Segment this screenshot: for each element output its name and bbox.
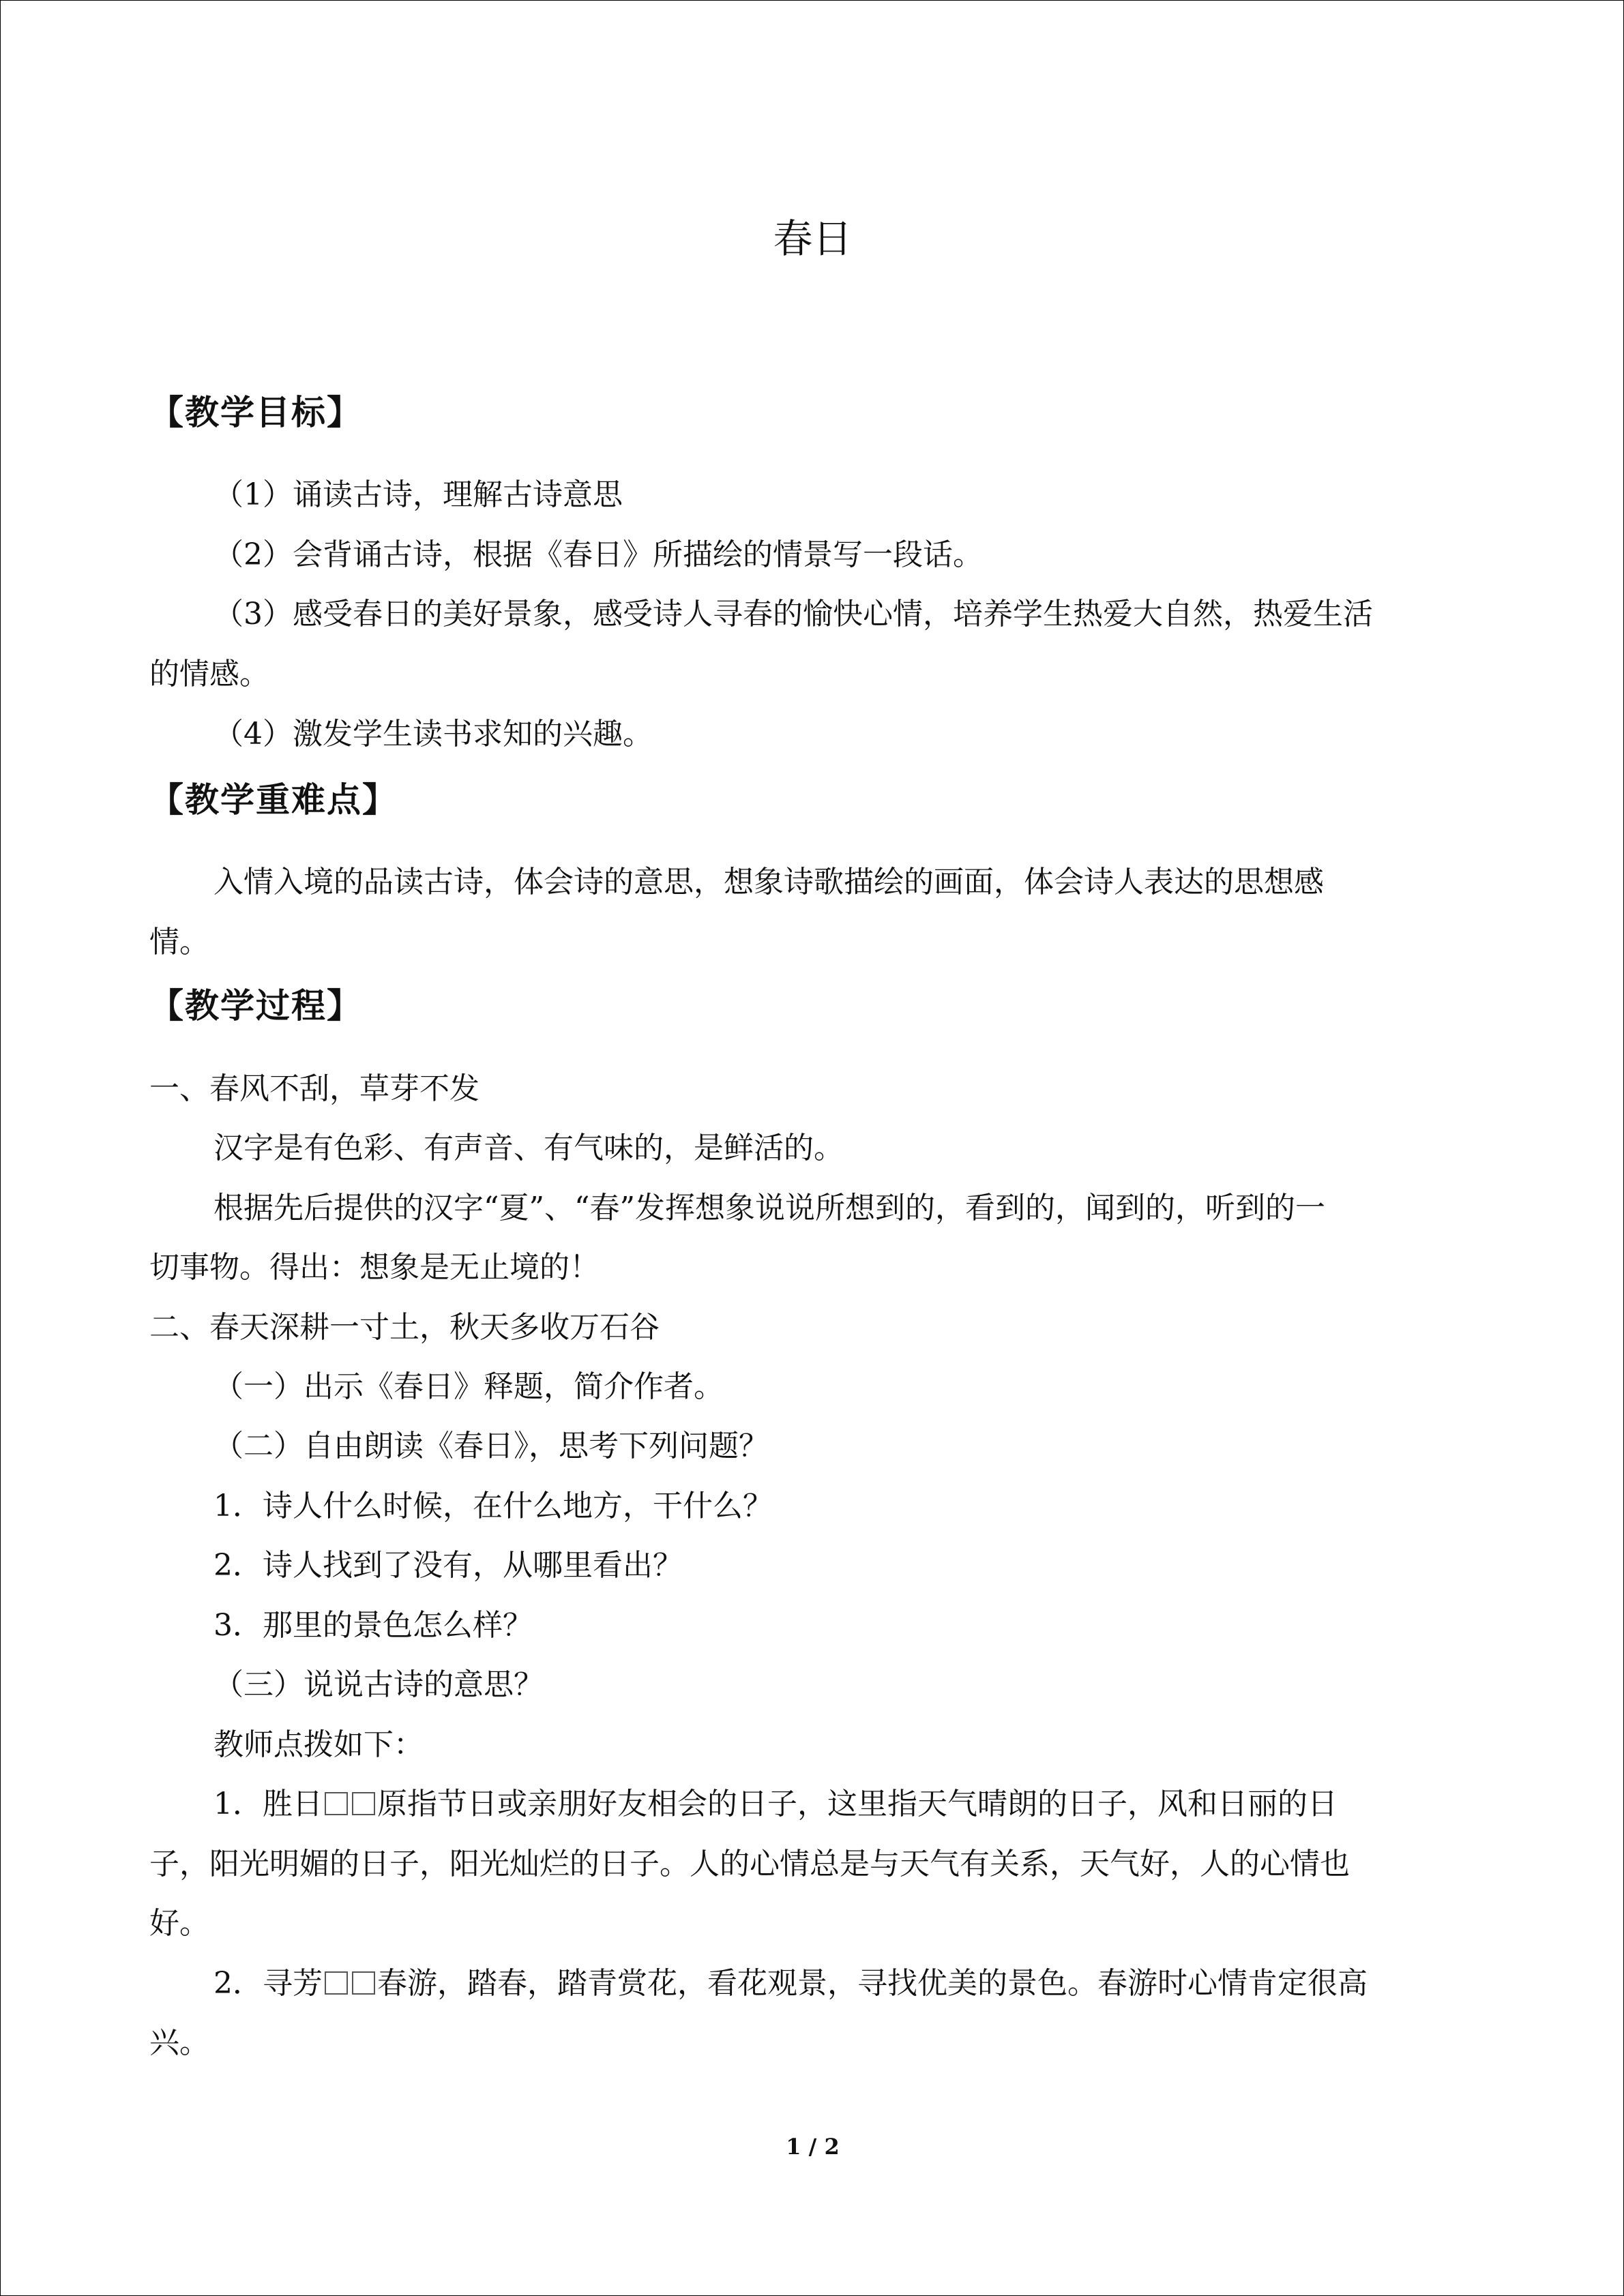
question-2: 2．诗人找到了没有，从哪里看出？ xyxy=(213,1548,683,1583)
heading-teaching-process: 【教学过程】 xyxy=(149,986,362,1026)
placeholder-box xyxy=(325,1792,348,1815)
section-2-step-1: （一）出示《春日》释题，简介作者。 xyxy=(213,1369,724,1404)
explanation-2-line-2: 兴。 xyxy=(149,2025,209,2060)
section-2-step-3: （三）说说古诗的意思？ xyxy=(213,1667,544,1702)
placeholder-box xyxy=(325,1971,348,1995)
explanation-2-term: 2．寻芳 xyxy=(213,1966,323,2001)
section-2-step-2: （二）自由朗读《春日》，思考下列问题？ xyxy=(213,1429,769,1463)
page-number: 1 / 2 xyxy=(786,2134,840,2160)
teacher-guidance: 教师点拨如下： xyxy=(213,1727,424,1762)
key-points-line-1: 入情入境的品读古诗，体会诗的意思，想象诗歌描绘的画面，体会诗人表达的思想感 xyxy=(213,865,1324,899)
goal-2: （2）会背诵古诗，根据《春日》所描绘的情景写一段话。 xyxy=(213,537,983,572)
explanation-1-text: 原指节日或亲朋好友相会的日子，这里指天气晴朗的日子，风和日丽的日 xyxy=(377,1787,1338,1821)
placeholder-box xyxy=(352,1971,375,1995)
explanation-2-text: 春游，踏春，踏青赏花，看花观景，寻找优美的景色。春游时心情肯定很高 xyxy=(377,1966,1368,2001)
goal-4: （4）激发学生读书求知的兴趣。 xyxy=(213,717,653,751)
heading-key-points: 【教学重难点】 xyxy=(149,780,398,820)
goal-3-line-1: （3）感受春日的美好景象，感受诗人寻春的愉快心情，培养学生热爱大自然，热爱生活 xyxy=(213,597,1373,631)
placeholder-box xyxy=(352,1792,375,1815)
section-1-paragraph-1: 汉字是有色彩、有声音、有气味的，是鲜活的。 xyxy=(213,1131,844,1165)
section-1-paragraph-2-line-1: 根据先后提供的汉字“夏”、“春”发挥想象说说所想到的，看到的，闻到的，听到的一 xyxy=(213,1191,1325,1225)
key-points-line-2: 情。 xyxy=(149,925,209,959)
goal-1: （1）诵读古诗，理解古诗意思 xyxy=(213,477,623,512)
goal-3-line-2: 的情感。 xyxy=(149,657,269,691)
explanation-2-line-1 xyxy=(149,1954,1540,2014)
document-title: 春日 xyxy=(773,215,853,262)
explanation-1-term: 1．胜日 xyxy=(213,1787,323,1821)
heading-teaching-goals: 【教学目标】 xyxy=(149,393,362,432)
section-1-title: 一、春风不刮，草芽不发 xyxy=(149,1071,479,1106)
question-1: 1．诗人什么时候，在什么地方，干什么？ xyxy=(213,1489,773,1523)
section-2-title: 二、春天深耕一寸土，秋天多收万石谷 xyxy=(149,1310,660,1345)
section-1-paragraph-2-line-2: 切事物。得出：想象是无止境的！ xyxy=(149,1250,600,1285)
explanation-1-line-1 xyxy=(149,1774,1540,1834)
question-3: 3．那里的景色怎么样？ xyxy=(213,1608,533,1643)
explanation-1-line-3: 好。 xyxy=(149,1906,209,1941)
explanation-1-line-2: 子，阳光明媚的日子，阳光灿烂的日子。人的心情总是与天气有关系，天气好，人的心情也 xyxy=(149,1847,1350,1881)
